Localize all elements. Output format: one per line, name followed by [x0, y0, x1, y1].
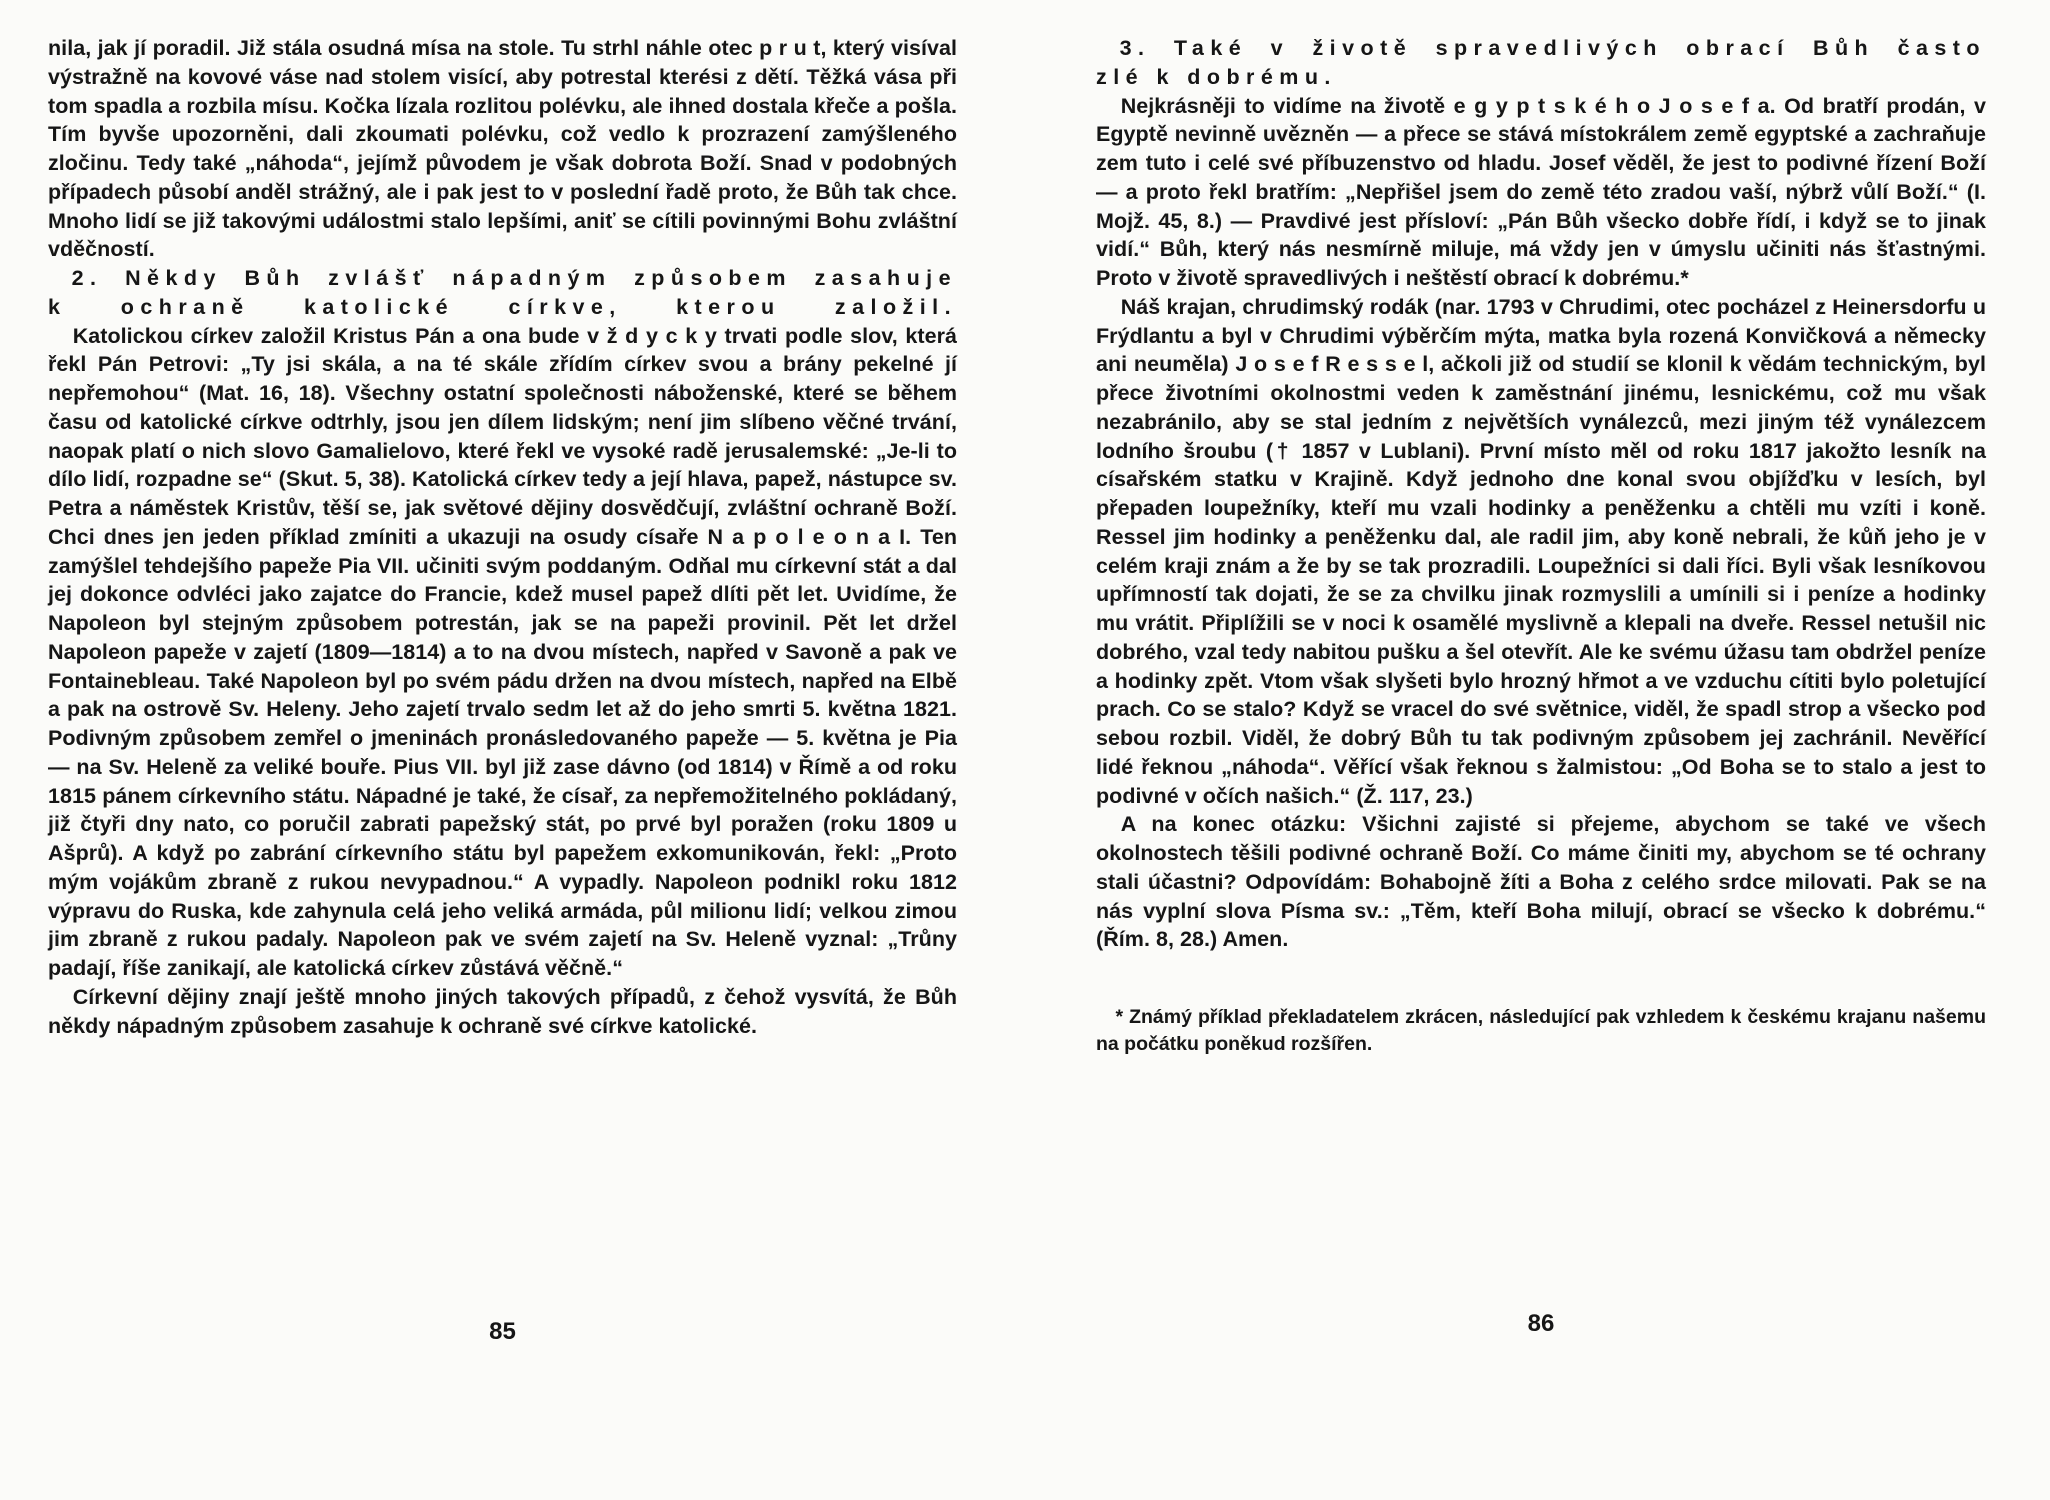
page-86	[1096, 34, 1986, 1337]
heading-line: zlé k dobrému.	[1096, 64, 1337, 89]
page-85	[48, 34, 957, 1345]
paragraph: Nejkrásněji to vidíme na životě e g y p t s k é h o J o s e f a. Od bratří prodán, v Egyptě nevinně uvězněn — a přece se stává místokrálem země egyptské a zachraňuje zem tuto i celé své příbuzenstvo od hladu. Josef věděl, že jest to podivné řízení Boží — a proto řekl bratřím: „Nepřišel jsem do země této zradou vaší, nýbrž vůlí Boží.“ (I. Mojž. 45, 8.) — Pravdivé jest přísloví: „Pán Bůh všecko dobře řídí, i když se to jinak vidí.“ Bůh, který nás nesmírně miluje, má vždy jen v úmyslu učiniti nás šťastnými. Proto v životě spravedlivých i neštěstí obrací k dobrému.*	[1096, 93, 1986, 290]
heading-line: 3. Také v životě spravedlivých obrací Bůh často	[1119, 36, 1986, 60]
page-number: 85	[489, 1318, 516, 1345]
section-heading-3	[1096, 34, 1986, 92]
paragraph: Náš krajan, chrudimský rodák (nar. 1793 v Chrudimi, otec pocházel z Heinersdorfu u Frýdlantu a byl v Chrudimi výběrčím mýta, matka byla rozená Konvičková a německy ani neuměla) J o s e f R e s s e l, ačkoli již od studií se klonil k vědám technickým, byl přece životními okolnostmi veden k zaměstnání jinému, lesnickému, což mu však nezabránilo, aby se stal jedním z největších vynálezců, mezi jiným též vynálezcem lodního šroubu († 1857 v Lublani). První místo měl od roku 1817 jakožto lesník na císařském statku v Krajině. Když jednoho dne konal svou objížďku v lesích, byl přepaden loupežníky, kteří mu vzali hodinky a peněženku a chtěli mu vzíti i koně. Ressel jim hodinky a peněženku dal, ale radil jim, aby koně nebrali, že kůň jeho je v celém kraji znám a že by se tak prozradili. Loupežníci si dali říci. Byli však lesníkovou upřímností tak dojati, že se za chvilku jinak rozmyslili a umínili si i peníze a hodinky mu vrátit. Připlížili se v noci k osamělé myslivně a klepali na dveře. Ressel netušil nic dobrého, vzal tedy nabitou pušku a šel otevřít. Ale ke svému úžasu tam obdržel peníze a hodinky zpět. Vtom však slyšeti bylo hrozný hřmot a ve vzduchu cítiti bylo poletující prach. Co se stalo? Když se vracel do své světnice, viděl, že spadl strop a všecko pod sebou rozbil. Viděl, že dobrý Bůh tu tak podivným způsobem jej zachránil. Nevěřící lidé řeknou „náhoda“. Věřící však řeknou s žalmistou: „Od Boha se to stalo a jest to podivné v očích našich.“ (Ž. 117, 23.)	[1096, 294, 1986, 808]
page-number: 86	[1527, 1310, 1555, 1337]
paragraph: Katolickou církev založil Kristus Pán a ona bude v ž d y c k y trvati podle slov, která řekl Pán Petrovi: „Ty jsi skála, a na té skále zřídím církev svou a brány pekelné jí nepřemohou“ (Mat. 16, 18). Všechny ostatní společnosti náboženské, které se během času od katolické církve odtrhly, jsou jen dílem lidským; není jim slíbeno věčné trvání, naopak platí o nich slovo Gamalielovo, které řekl ve vysoké radě jerusalemské: „Je-li to dílo lidí, rozpadne se“ (Skut. 5, 38). Katolická církev tedy a její hlava, papež, nástupce sv. Petra a náměstek Kristův, těší se, jak světové dějiny dosvědčují, zvláštní ochraně Boží. Chci dnes jen jeden příklad zmíniti a ukazuji na osudy císaře N a p o l e o n a I. Ten zamýšlel tehdejšího papeže Pia VII. učiniti svým poddaným. Odňal mu církevní stát a dal jej dokonce odvléci jako zajatce do Francie, kdež musel papež dlíti pět let. Uvidíme, že Napoleon byl stejným způsobem potrestán, jak se na papeži provinil. Pět let držel Napoleon papeže v zajetí (1809—1814) a to na dvou místech, napřed v Savoně a pak ve Fontainebleau. Také Napoleon byl po svém pádu držen na dvou místech, napřed na Elbě a pak na ostrově Sv. Heleny. Jeho zajetí trvalo sedm let až do jeho smrti 5. května 1821. Podivným způsobem zemřel o jmeninách pronásledovaného papeže — 5. května je Pia — na Sv. Heleně za veliké bouře. Pius VII. byl již zase dávno (od 1814) v Římě a od roku 1815 pánem církevního státu. Nápadné je také, že císař, za nepřemožitelného pokládaný, již čtyři dny nato, co poručil zabrati papežský stát, po prvé byl poražen (roku 1809 u Ašprů). A když po zabrání církevního státu byl papežem exkomunikován, řekl: „Proto mým vojákům zbraně z rukou nevypadnou.“ A vypadly. Napoleon podnikl roku 1812 výpravu do Ruska, kde zahynula celá jeho veliká armáda, půl milionu lidí; velkou zimou jim zbraně z rukou padaly. Napoleon pak ve svém zajetí na Sv. Heleně vyznal: „Trůny padají, říše zanikají, ale katolická církev zůstává věčně.“	[48, 323, 957, 980]
paragraph: Církevní dějiny znají ještě mnoho jiných takových případů, z čehož vysvítá, že Bůh někdy nápadným způsobem zasahuje k ochraně své církve katolické.	[48, 984, 957, 1038]
footnote: * Známý příklad překladatelem zkrácen, následující pak vzhledem k českému krajanu našemu na počátku poněkud rozšířen.	[1096, 1006, 1986, 1055]
paragraph: A na konec otázku: Všichni zajisté si přejeme, abychom se také ve všech okolnostech těšili podivné ochraně Boží. Co máme činiti my, abychom se té ochrany stali účastni? Odpovídám: Bohabojně žíti a Boha z celého srdce milovati. Pak se na nás vyplní slova Písma sv.: „Těm, kteří Boha milují, obrací se všecko k dobrému.“ (Řím. 8, 28.) Amen.	[1096, 812, 1986, 952]
section-heading-2	[48, 264, 957, 322]
heading-line: k ochraně katolické církve, kterou založil.	[48, 294, 957, 319]
paragraph-continuation: nila, jak jí poradil. Již stála osudná mísa na stole. Tu strhl náhle otec p r u t, který visíval výstražně na kovové váse nad stolem visící, aby potrestal kterési z dětí. Těžká vása při tom spadla a rozbila mísu. Kočka lízala rozlitou polévku, ale ihned dostala křeče a pošla. Tím byvše upozorněni, dali zkoumati polévku, což vedlo k prozrazení zamýšleného zločinu. Tedy také „náhoda“, jejímž původem je však dobrota Boží. Snad v podobných případech působí anděl strážný, ale i pak jest to v poslední řadě proto, že Bůh tak chce. Mnoho lidí se již takovými událostmi stalo lepšími, aniť se cítili povinnými Bohu zvláštní vděčností.	[48, 36, 957, 262]
heading-line: 2. Někdy Bůh zvlášť nápadným způsobem zasahuje	[71, 266, 957, 290]
